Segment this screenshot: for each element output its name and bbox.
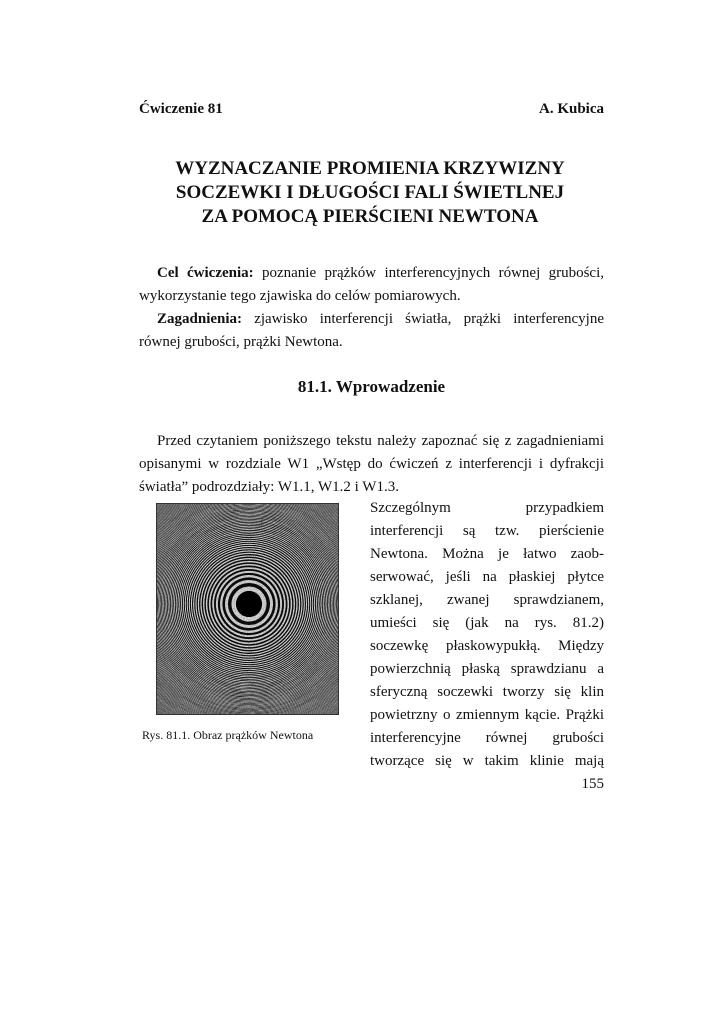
page-title <box>120 157 620 229</box>
title-line-2: SOCZEWKI I DŁUGOŚCI FALI ŚWIETLNEJ <box>175 182 565 203</box>
column-line: Szczególnym przypadkiem <box>370 500 604 516</box>
column-line: interferencji są tzw. pierścienie <box>370 523 604 539</box>
newton-rings-image <box>157 504 338 714</box>
column-line: soczewkę płaskowypukłą. Między <box>370 638 604 654</box>
column-line: szklanej, zwanej sprawdzianem, <box>370 592 604 608</box>
author-name: A. Kubica <box>538 101 604 117</box>
column-line: sferyczną soczewki tworzy się klin <box>370 684 604 700</box>
column-line: powietrzny o zmiennym kącie. Prążki <box>370 707 604 723</box>
topics-paragraph <box>139 308 604 354</box>
section-heading: 81.1. Wprowadzenie <box>297 377 446 396</box>
column-line: powierzchnią płaską sprawdzianu a <box>370 661 604 677</box>
exercise-number: Ćwiczenie 81 <box>139 101 223 117</box>
goal-paragraph <box>139 262 604 308</box>
column-line: umieści się (jak na rys. 81.2) <box>370 615 604 631</box>
intro-paragraph <box>139 430 604 499</box>
title-line-3: ZA POMOCĄ PIERŚCIENI NEWTONA <box>201 206 539 227</box>
page-number: 155 <box>581 776 604 792</box>
goal-text: poznanie prążków interferencyjnych równej grubości, wykorzystanie tego zjawiska do celów pomiarowych. <box>139 265 604 304</box>
title-line-1: WYZNACZANIE PROMIENIA KRZYWIZNY <box>175 158 565 179</box>
intro-text: Przed czytaniem poniższego tekstu należy zapoznać się z zagadnieniami opisanymi w rozdziale W1 „Wstęp do ćwiczeń z interferencji i dyfrakcji światła” podrozdziały: W1.1, W1.2 i W1.3. <box>139 433 604 495</box>
column-line: interferencyjne równej grubości <box>370 730 604 746</box>
column-line: Newtona. Można je łatwo zaob- <box>370 546 604 562</box>
topics-text: zjawisko interferencji światła, prążki interferencyjne równej grubości, prążki Newtona. <box>139 311 604 350</box>
column-line: tworzące się w takim klinie mają <box>370 753 604 769</box>
topics-label: Zagadnienia: <box>157 311 243 327</box>
newton-rings-figure <box>156 503 339 715</box>
figure-caption: Rys. 81.1. Obraz prążków Newtona <box>142 728 314 742</box>
side-column-text <box>370 497 604 773</box>
column-line: serwować, jeśli na płaskiej płytce <box>370 569 604 585</box>
goal-label: Cel ćwiczenia: <box>157 265 254 281</box>
